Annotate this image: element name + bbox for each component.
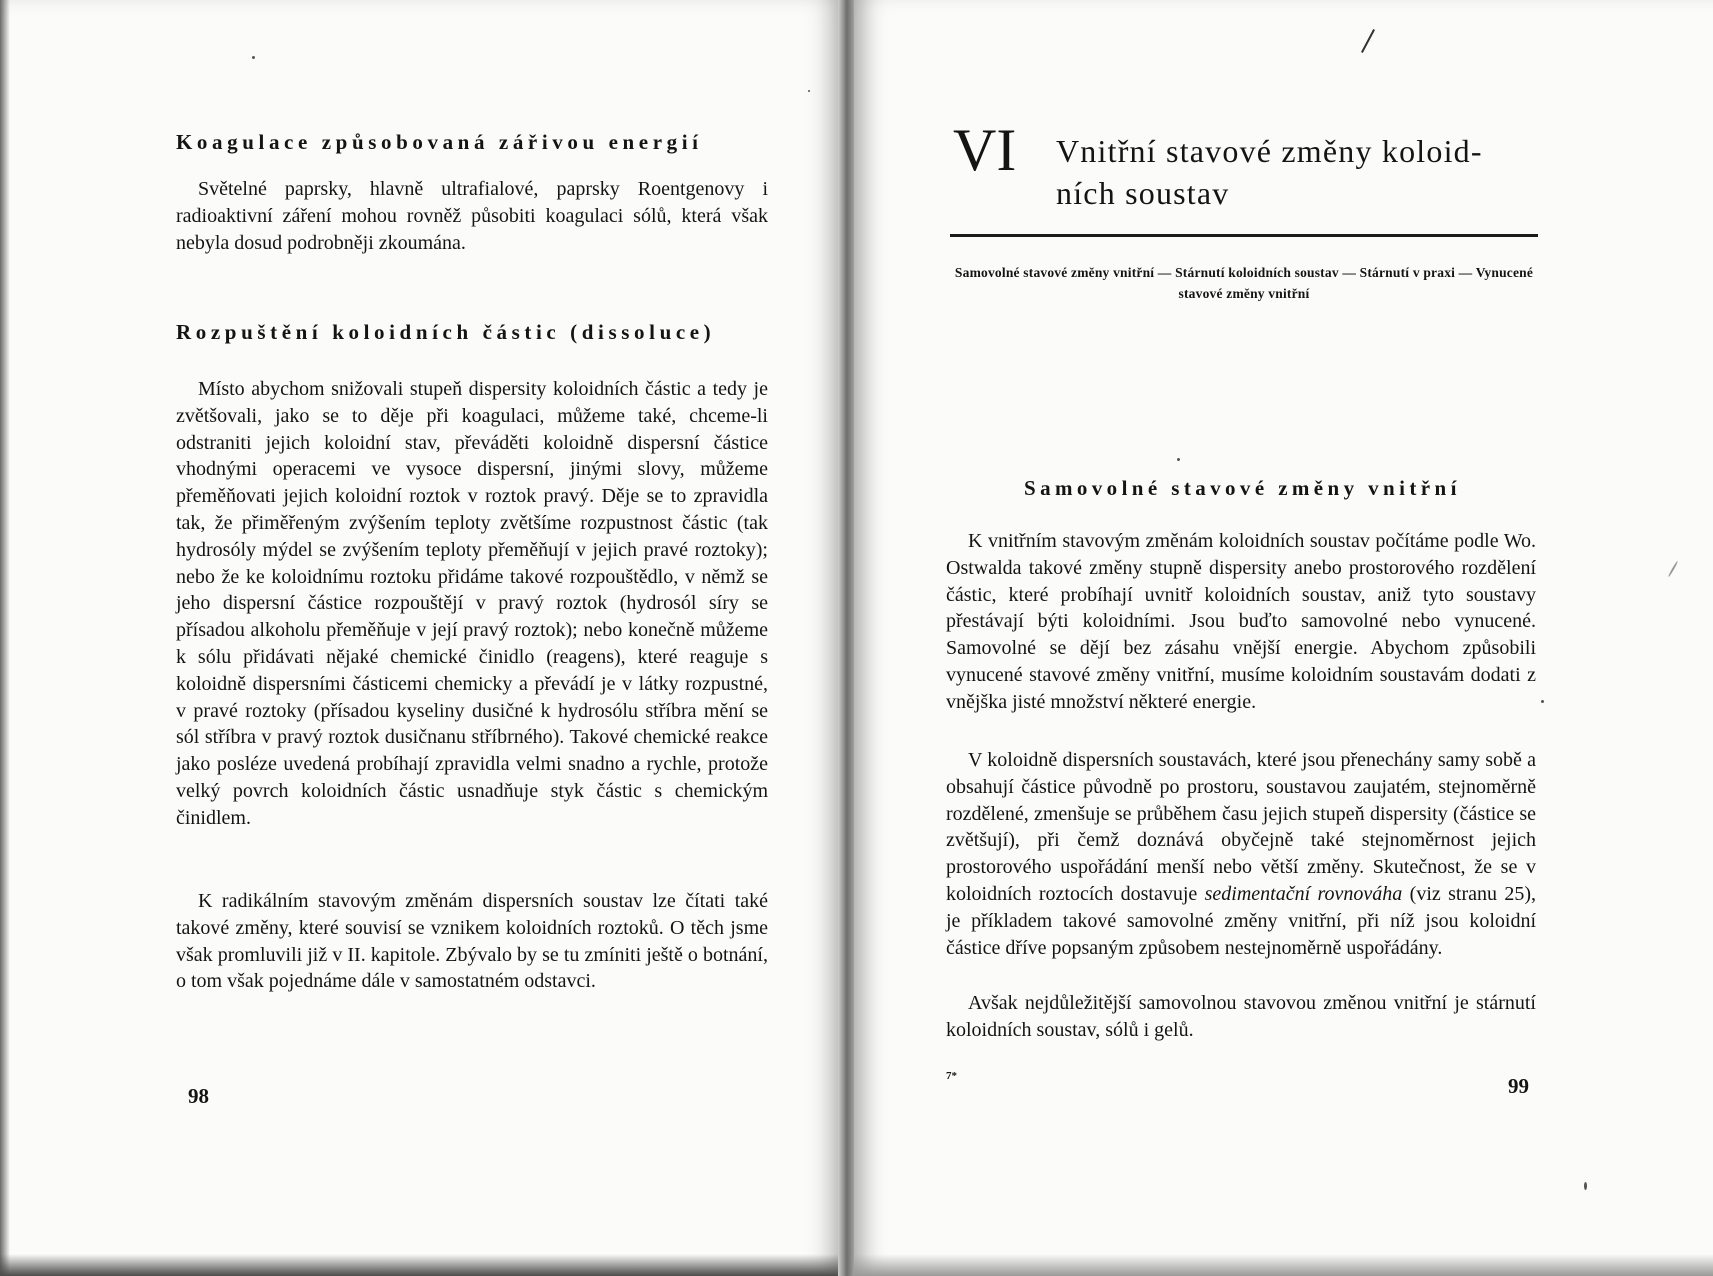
chapter-divider-rule [950, 234, 1538, 237]
paragraph-dissolution: Místo abychom snižovali stupeň dispersity koloidních částic a tedy je zvětšovali, jako se to děje při koagulaci, můžeme také, chceme-li odstraniti jejich koloidní stav, převáděti koloidně dispersní částice vhodnými operacemi ve vysoce dispersní, jinými slovy, můžeme přeměňovati jejich koloidní roztok v roztok pravý. Děje se to zpravidla tak, že přiměřeným zvýšením teploty zvětšíme rozpustnost částic (tak hydrosóly mýdel se zvýšením teploty přeměňují v jejich pravé roztoky); nebo že ke koloidnímu roztoku přidáme takové rozpouštědlo, v němž se jeho dispersní částice rozpouštějí v pravý roztok (hydrosól síry se přísadou alkoholu přeměňuje v její pravý roztok); nebo konečně můžeme k sólu přidávati nějaké chemické činidlo (reagens), které reaguje s koloidně dispersními částicemi chemicky a převádí je v látky rozpustné, v pravé roztoky (přísadou kyseliny dusičné k hydrosólu stříbra mění se sól stříbra v pravý roztok dusičnanu stříbrného). Takové chemické reakce jako posléze uvedená probíhají zpravidla velmi snadno a rychle, protože velký povrch koloidních částic usnadňuje styk částic s chemickým činidlem. [176, 378, 768, 829]
paper-speck [1584, 1182, 1587, 1190]
paragraph-radiant-energy: Světelné paprsky, hlavně ultrafialové, paprsky Roentgenovy i radioaktivní záření mohou rovněž působiti koagulaci sólů, která však nebyla dosud podrobněji zkoumána. [176, 178, 768, 254]
chapter-title-line-1: Vnitřní stavové změny koloid- [1056, 133, 1483, 169]
paper-speck [252, 56, 255, 59]
paragraph-radical-changes: K radikálním stavovým změnám dispersních soustav lze čítati také takové změny, které souvisí se vznikem koloidních roztoků. O těch jsme však promluvili již v II. kapitole. Zbývalo by se tu zmíniti ještě o botnání, o tom však pojednáme dále v samostatném odstavci. [176, 890, 768, 993]
right-page [854, 0, 1713, 1276]
paragraph-internal-changes: K vnitřním stavovým změnám koloidních soustav počítáme podle Wo. Ostwalda takové změny stupně dispersity anebo prostorového rozdělení částic, které probíhají uvnitř koloidních soustav, aniž tyto soustavy přestávají býti koloidními. Jsou buďto samovolné nebo vynucené. Samovolné se dějí bez zásahu vnější energie. Abychom způsobili vynucené stavové změny vnitřní, musíme koloidním soustavám dodati z vnějška jisté množství některé energie. [946, 530, 1536, 713]
chapter-title [1056, 130, 1526, 214]
chapter-title-line-2: ních soustav [1056, 175, 1230, 211]
chapter-summary: Samovolné stavové změny vnitřní — Stárnutí koloidních soustav — Stárnutí v praxi — Vynucené stavové změny vnitřní [954, 265, 1534, 301]
printer-signature-mark: 7* [946, 1070, 957, 1082]
page-number-left: 98 [188, 1084, 209, 1108]
page-number-right: 99 [1508, 1074, 1529, 1098]
chapter-number: VI [953, 117, 1017, 183]
paragraph-text: (viz stranu 25), je příkladem takové samovolné změny vnitřní, při níž jsou koloidní částice dříve popsaným způsobem nestejnoměrně uspořádány. [946, 882, 1536, 959]
paragraph-text: V koloidně dispersních soustavách, které jsou přenechány samy sobě a obsahují částice původně po prostoru, soustavou zaujatém, stejnoměrně rozdělené, zmenšuje se průběhem času jejich stupeň dispersity (částice se zvětšují), při čemž doznává obyčejně také stejnoměrnost jejich prostorového uspořádání menší nebo větší změny. Skutečnost, že se v koloidních roztocích dostavuje [946, 749, 1536, 905]
section-heading-spontaneous-changes: Samovolné stavové změny vnitřní [1024, 476, 1461, 500]
left-page [0, 0, 846, 1276]
paper-speck [808, 90, 810, 92]
section-heading-dissolution: Rozpuštění koloidních částic (dissoluce) [176, 320, 716, 344]
paragraph-aging: Avšak nejdůležitější samovolnou stavovou změnou vnitřní je stárnutí koloidních soustav, sólů i gelů. [946, 992, 1536, 1041]
paper-speck [1541, 700, 1544, 703]
section-heading-radiant-energy: Koagulace způsobovaná zářivou energií [176, 130, 703, 154]
emphasis-sedimentation-equilibrium: sedimentační rovnováha [1204, 882, 1403, 905]
paper-scratch [1668, 561, 1679, 578]
paper-speck [1177, 458, 1180, 461]
paragraph-dispersity-decrease [946, 747, 1536, 961]
